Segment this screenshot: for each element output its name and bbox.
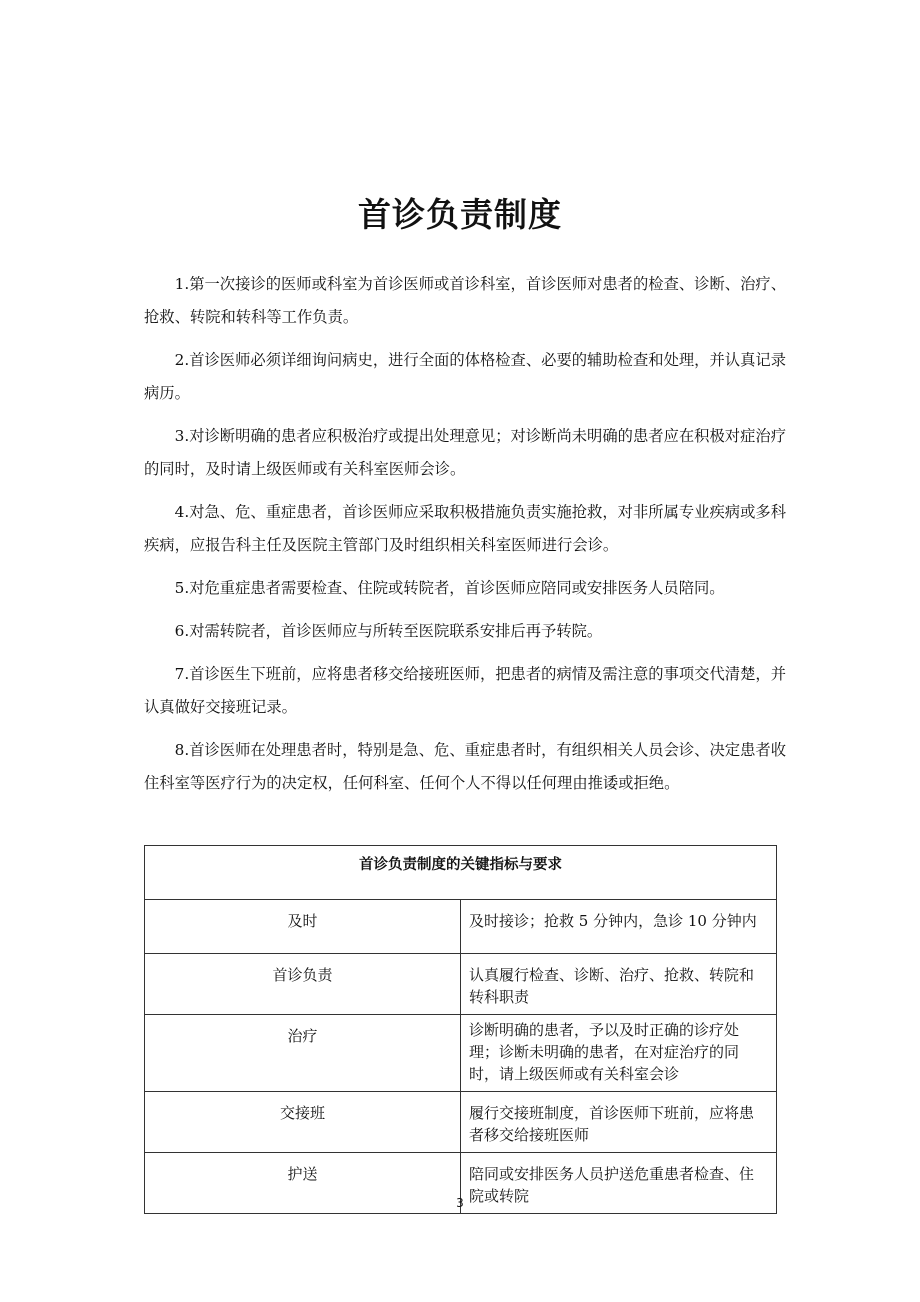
table-title: 首诊负责制度的关键指标与要求 xyxy=(145,846,777,900)
paragraph-8: 8.首诊医师在处理患者时，特别是急、危、重症患者时，有组织相关人员会诊、决定患者收住科室等医疗行为的决定权，任何科室、任何个人不得以任何理由推诿或拒绝。 xyxy=(144,741,786,792)
paragraph-3: 3.对诊断明确的患者应积极治疗或提出处理意见；对诊断尚未明确的患者应在积极对症治疗的同时，及时请上级医师或有关科室医师会诊。 xyxy=(144,427,786,478)
row-value: 陪同或安排医务人员护送危重患者检查、住院或转院 xyxy=(461,1153,777,1214)
row-label: 交接班 xyxy=(145,1092,461,1153)
paragraph-2: 2.首诊医师必须详细询问病史，进行全面的体格检查、必要的辅助检查和处理，并认真记录病历。 xyxy=(144,351,786,402)
page-title: 首诊负责制度 xyxy=(358,195,562,234)
row-value: 诊断明确的患者，予以及时正确的诊疗处理；诊断未明确的患者，在对症治疗的同时，请上级医师或有关科室会诊 xyxy=(461,1015,777,1092)
paragraph-6: 6.对需转院者，首诊医师应与所转至医院联系安排后再予转院。 xyxy=(174,622,603,640)
table-header-row xyxy=(145,846,777,900)
paragraph-5: 5.对危重症患者需要检查、住院或转院者，首诊医师应陪同或安排医务人员陪同。 xyxy=(174,579,725,597)
document-body xyxy=(144,268,786,810)
row-value: 履行交接班制度，首诊医师下班前，应将患者移交给接班医师 xyxy=(461,1092,777,1153)
key-indicators-table xyxy=(144,845,777,1214)
row-value: 及时接诊；抢救 5 分钟内，急诊 10 分钟内 xyxy=(461,900,777,954)
table-row xyxy=(145,954,777,1015)
paragraph-1: 1.第一次接诊的医师或科室为首诊医师或首诊科室，首诊医师对患者的检查、诊断、治疗、抢救、转院和转科等工作负责。 xyxy=(144,275,786,326)
row-label: 治疗 xyxy=(145,1015,461,1092)
paragraph-4: 4.对急、危、重症患者，首诊医师应采取积极措施负责实施抢救，对非所属专业疾病或多科疾病，应报告科主任及医院主管部门及时组织相关科室医师进行会诊。 xyxy=(144,503,786,554)
table-row xyxy=(145,900,777,954)
table-row xyxy=(145,1015,777,1092)
row-label: 及时 xyxy=(145,900,461,954)
page-number: 3 xyxy=(456,1196,464,1210)
row-value: 认真履行检查、诊断、治疗、抢救、转院和转科职责 xyxy=(461,954,777,1015)
paragraph-7: 7.首诊医生下班前，应将患者移交给接班医师，把患者的病情及需注意的事项交代清楚，并认真做好交接班记录。 xyxy=(144,665,786,716)
row-label: 护送 xyxy=(145,1153,461,1214)
table-row xyxy=(145,1092,777,1153)
row-label: 首诊负责 xyxy=(145,954,461,1015)
